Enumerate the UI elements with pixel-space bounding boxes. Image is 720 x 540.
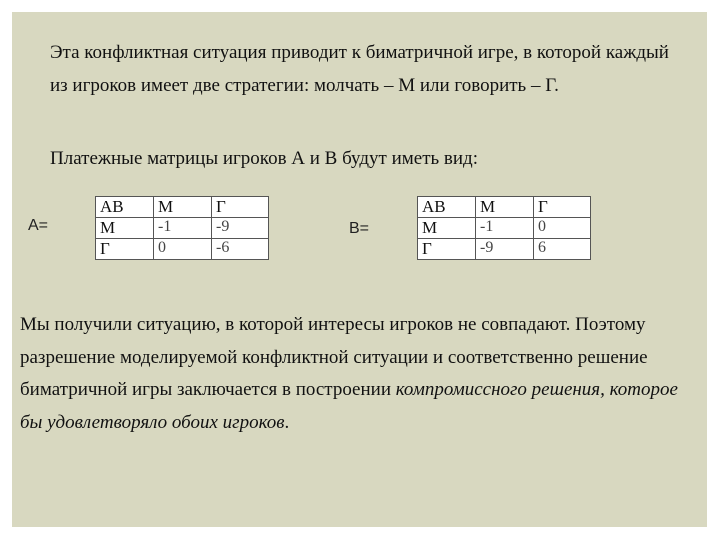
- table-cell: -6: [212, 239, 269, 260]
- matrices-intro-paragraph: Платежные матрицы игроков А и В будут иметь вид:: [50, 148, 479, 169]
- table-cell: M: [96, 218, 154, 239]
- table-row: [418, 239, 591, 260]
- table-cell: M: [418, 218, 476, 239]
- table-row: [418, 197, 591, 218]
- table-cell: Г: [96, 239, 154, 260]
- matrix-b-label: B=: [349, 220, 370, 237]
- table-cell: Г: [212, 197, 269, 218]
- table-cell: M: [476, 197, 534, 218]
- slide: [12, 12, 707, 527]
- table-cell: M: [154, 197, 212, 218]
- table-cell: -1: [154, 218, 212, 239]
- conclusion-italic-text: компромиссного решения, которое бы удовлетворяло обоих игроков: [20, 379, 678, 433]
- table-cell: Г: [418, 239, 476, 260]
- conclusion-paragraph: [20, 309, 690, 439]
- table-cell: 0: [154, 239, 212, 260]
- payoff-matrix-a: [95, 196, 269, 260]
- table-cell: 0: [534, 218, 591, 239]
- payoff-matrix-b: [417, 196, 591, 260]
- table-row: [96, 197, 269, 218]
- conclusion-end: .: [284, 411, 290, 433]
- table-row: [96, 239, 269, 260]
- table-cell: AB: [96, 197, 154, 218]
- table-cell: Г: [534, 197, 591, 218]
- table-row: [418, 218, 591, 239]
- conclusion-text: Мы получили ситуацию, в которой интересы игроков не совпадают. Поэтому разрешение моделируемой конфликтной ситуации и соответственно решение биматричной игры заключается в построении: [20, 314, 648, 400]
- table-cell: 6: [534, 239, 591, 260]
- intro-paragraph: Эта конфликтная ситуация приводит к биматричной игре, в которой каждый из игроков имеет две стратегии: молчать – М или говорить – Г.: [50, 42, 669, 96]
- table-cell: -9: [212, 218, 269, 239]
- table-cell: AB: [418, 197, 476, 218]
- table-row: [96, 218, 269, 239]
- matrix-a-label: A=: [28, 217, 49, 234]
- table-cell: -1: [476, 218, 534, 239]
- table-cell: -9: [476, 239, 534, 260]
